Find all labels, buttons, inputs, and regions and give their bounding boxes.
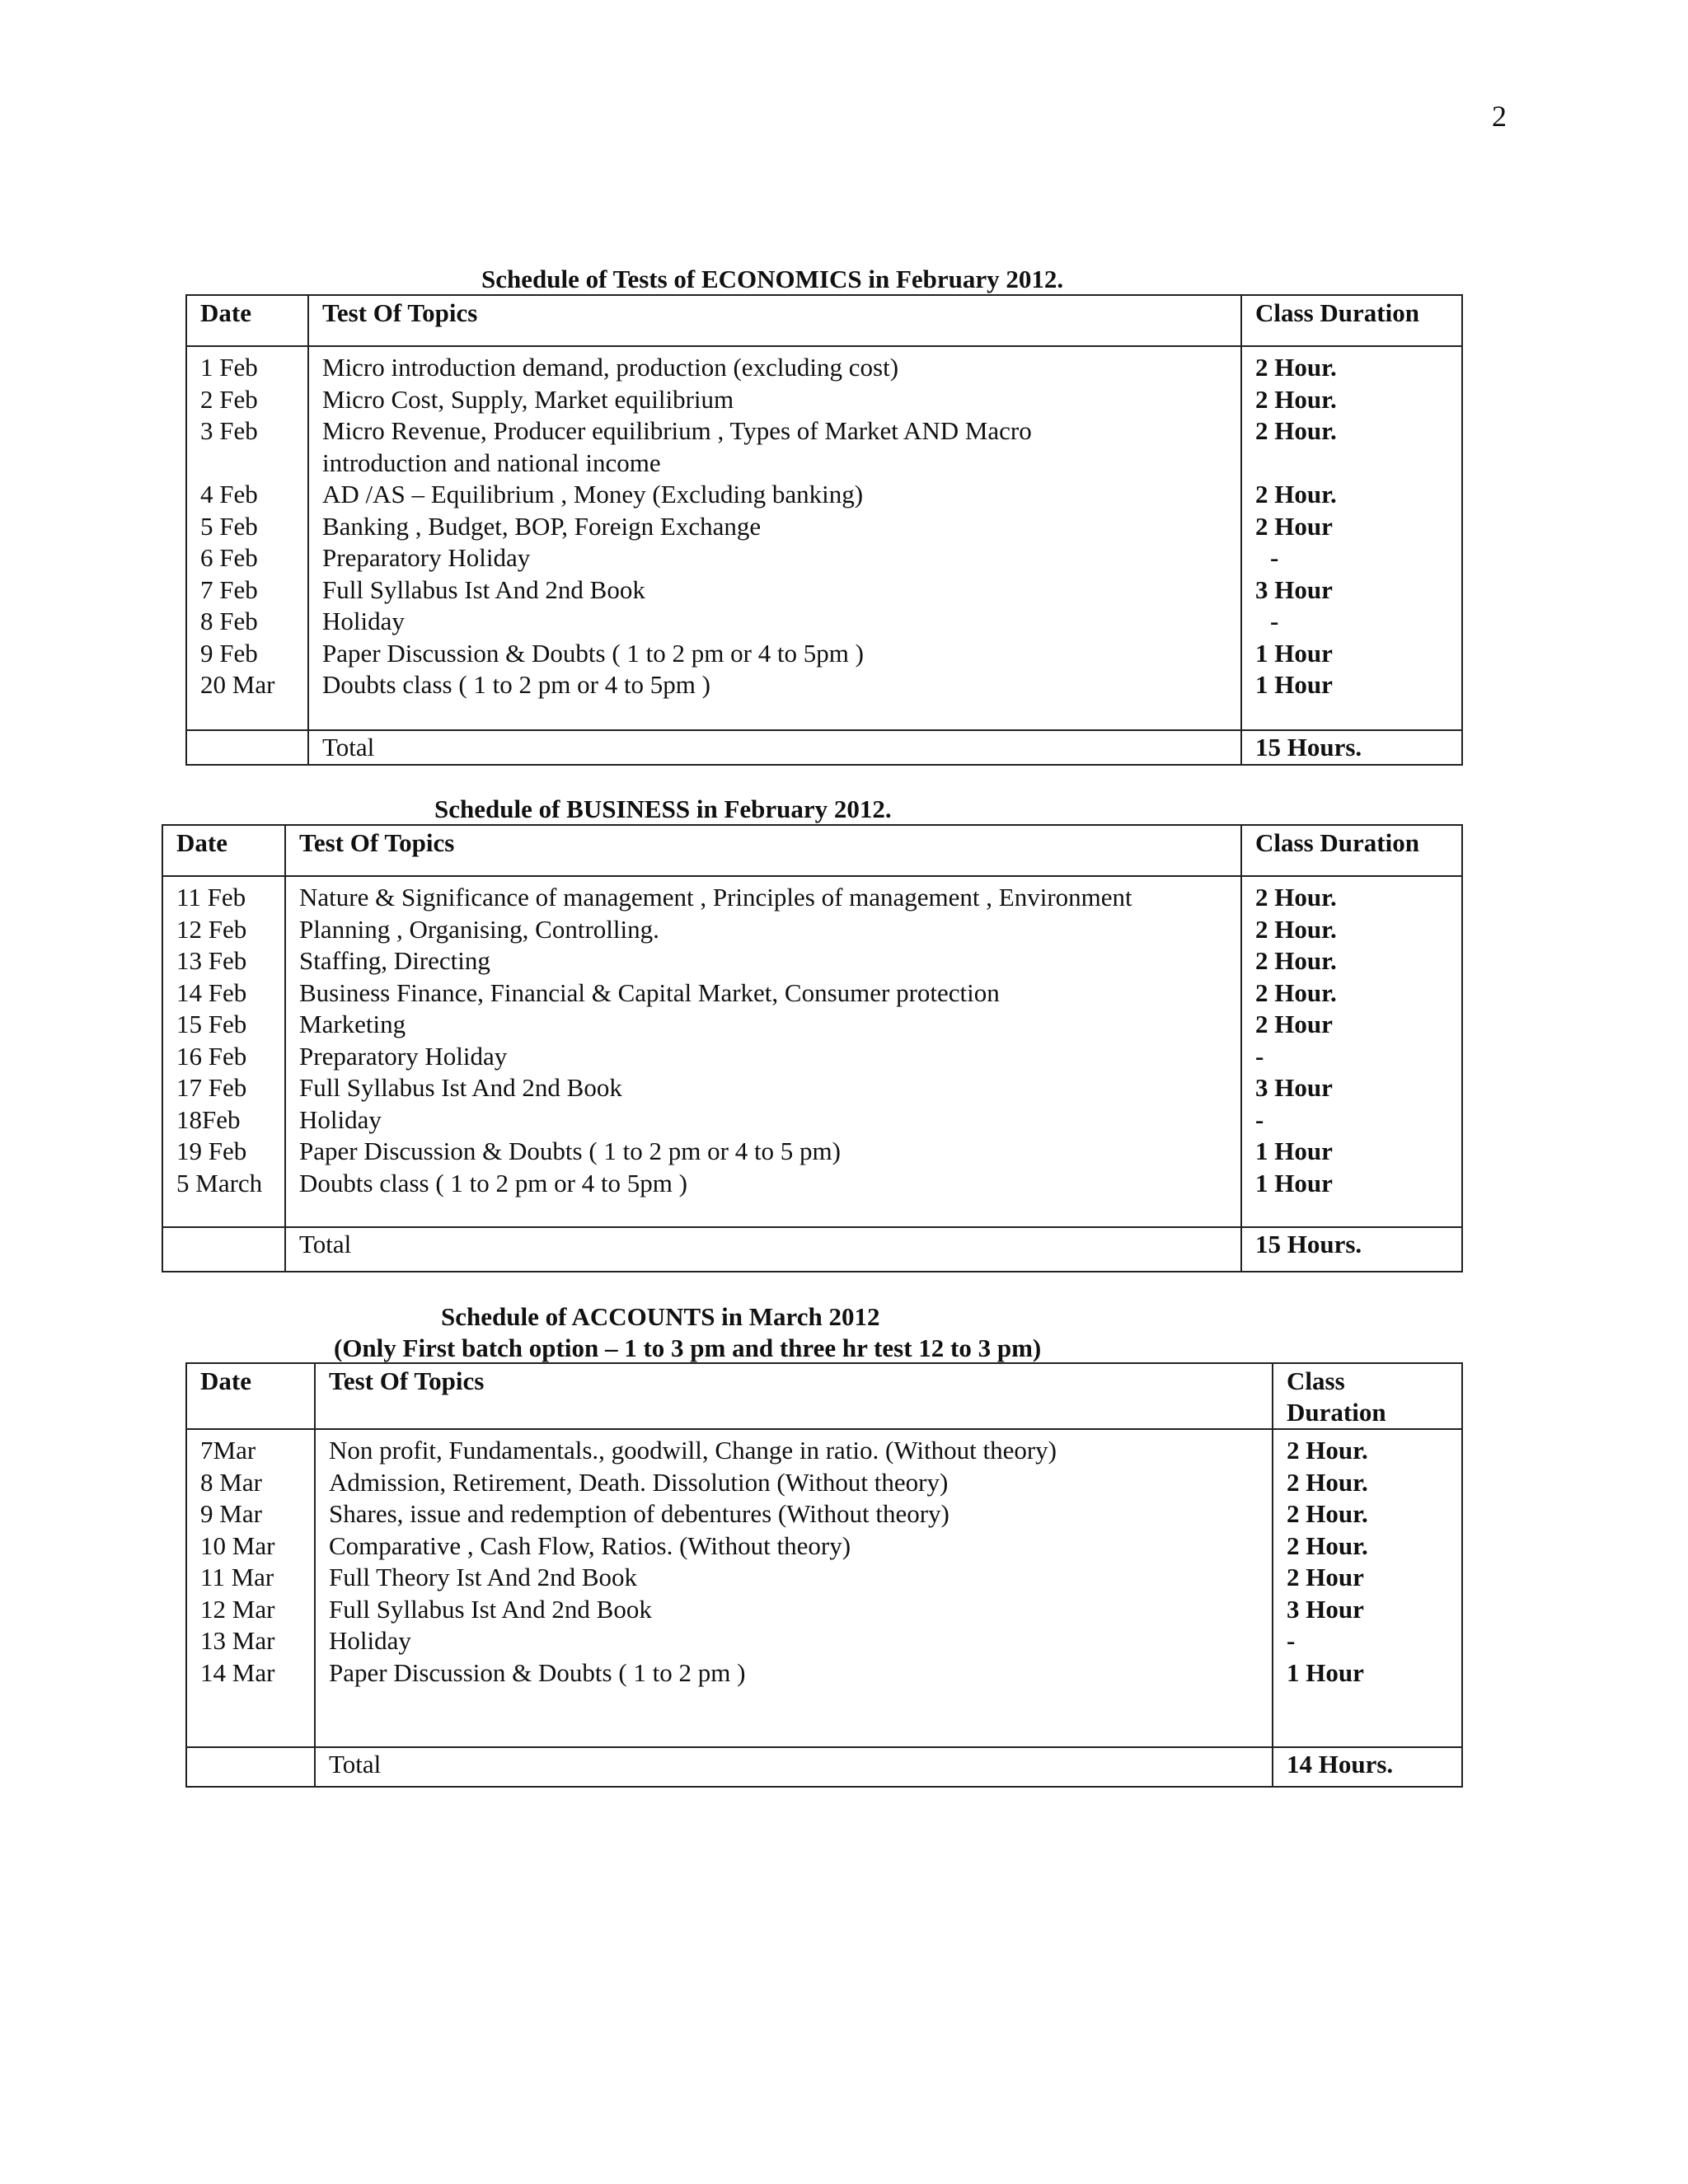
topic-cell: Doubts class ( 1 to 2 pm or 4 to 5pm ) — [299, 1168, 687, 1197]
topic-cell: Business Finance, Financial & Capital Market, Consumer protection — [299, 977, 1000, 1007]
body-row — [186, 346, 1462, 730]
date-cell: 17 Feb — [176, 1073, 247, 1102]
topic-cell: Full Theory Ist And 2nd Book — [329, 1563, 638, 1591]
total-value: 15 Hours. — [1241, 730, 1462, 765]
spacer — [200, 448, 294, 480]
topic-cell: Paper Discussion & Doubts ( 1 to 2 pm or 4 to 5 pm) — [299, 1137, 841, 1165]
total-label: Total — [315, 1747, 1273, 1787]
topics-column — [308, 346, 1241, 730]
header-row — [162, 825, 1462, 876]
duration-column — [1273, 1429, 1462, 1747]
duration-cell: 1 Hour — [1255, 670, 1333, 699]
total-date-cell — [162, 1227, 285, 1272]
duration-cell: 3 Hour — [1255, 1073, 1333, 1102]
date-cell: 3 Feb — [200, 416, 258, 445]
date-cell: 4 Feb — [200, 480, 258, 509]
topic-cell: Full Syllabus Ist And 2nd Book — [322, 574, 645, 604]
topic-cell: Full Syllabus Ist And 2nd Book — [329, 1594, 652, 1624]
topic-cell: Staffing, Directing — [299, 946, 490, 975]
duration-cell: - — [1255, 1104, 1264, 1134]
business-table — [162, 824, 1463, 1272]
economics-title: Schedule of Tests of ECONOMICS in February 2012. — [481, 265, 1064, 293]
topics-header: Test Of Topics — [285, 825, 1241, 876]
topic-cell: Doubts class ( 1 to 2 pm or 4 to 5pm ) — [322, 670, 710, 699]
topic-cell: Full Syllabus Ist And 2nd Book — [299, 1073, 622, 1102]
total-date-cell — [186, 1747, 315, 1787]
duration-cell: 2 Hour — [1255, 1010, 1333, 1038]
date-cell: 19 Feb — [176, 1137, 247, 1165]
duration-cell: - — [1255, 1041, 1264, 1071]
date-cell: 14 Mar — [200, 1657, 275, 1687]
date-header: Date — [162, 825, 285, 876]
total-row — [162, 1227, 1462, 1272]
date-cell: 11 Feb — [176, 883, 246, 912]
duration-cell: 3 Hour — [1287, 1594, 1364, 1624]
topics-header: Test Of Topics — [315, 1363, 1273, 1429]
date-column — [162, 876, 285, 1227]
topic-cell: Comparative , Cash Flow, Ratios. (Without theory) — [329, 1530, 851, 1560]
date-cell: 11 Mar — [200, 1563, 274, 1591]
date-cell: 13 Mar — [200, 1626, 275, 1655]
date-cell: 7Mar — [200, 1436, 256, 1465]
duration-cell: 2 Hour. — [1255, 946, 1337, 975]
duration-cell: 1 Hour — [1255, 1137, 1333, 1165]
duration-header: Class Duration — [1241, 295, 1462, 346]
date-cell: 5 March — [176, 1168, 263, 1197]
total-value: 15 Hours. — [1241, 1227, 1462, 1272]
duration-header: Class Duration — [1273, 1363, 1462, 1429]
duration-cell: - — [1270, 543, 1279, 572]
date-cell: 5 Feb — [200, 511, 258, 541]
duration-cell: 1 Hour — [1255, 1168, 1333, 1197]
topic-cell: Marketing — [299, 1010, 406, 1038]
duration-cell: 2 Hour. — [1255, 416, 1337, 445]
duration-column — [1241, 346, 1462, 730]
date-cell: 9 Feb — [200, 638, 258, 668]
duration-cell: - — [1287, 1626, 1296, 1655]
date-cell: 6 Feb — [200, 543, 258, 572]
topics-column — [315, 1429, 1273, 1747]
topic-cell: Admission, Retirement, Death. Dissolution (Without theory) — [329, 1467, 949, 1497]
header-row — [186, 295, 1462, 346]
duration-cell: 2 Hour — [1287, 1563, 1364, 1591]
total-value: 14 Hours. — [1273, 1747, 1462, 1787]
duration-cell: 2 Hour. — [1287, 1499, 1368, 1528]
duration-cell: 2 Hour. — [1255, 480, 1337, 509]
topic-cell: Shares, issue and redemption of debentures (Without theory) — [329, 1499, 950, 1528]
date-header: Date — [186, 295, 308, 346]
duration-cell: 2 Hour. — [1255, 353, 1337, 382]
topic-cell: Preparatory Holiday — [322, 543, 531, 572]
duration-cell: 3 Hour — [1255, 574, 1333, 604]
date-cell: 12 Feb — [176, 914, 247, 944]
duration-column — [1241, 876, 1462, 1227]
total-row — [186, 730, 1462, 765]
total-row — [186, 1747, 1462, 1787]
duration-cell: 2 Hour. — [1255, 384, 1337, 414]
topic-cell: Micro Revenue, Producer equilibrium , Types of Market AND Macro introduction and national income — [322, 416, 1032, 477]
header-row — [186, 1363, 1462, 1429]
page-number: 2 — [1492, 100, 1507, 133]
duration-cell: 2 Hour. — [1287, 1467, 1368, 1497]
total-label: Total — [285, 1227, 1241, 1272]
economics-table — [185, 294, 1463, 766]
date-cell: 20 Mar — [200, 670, 275, 699]
topic-cell: Nature & Significance of management , Principles of management , Environment — [299, 883, 1132, 912]
topics-column — [285, 876, 1241, 1227]
date-column — [186, 1429, 315, 1747]
topic-cell: Holiday — [299, 1104, 382, 1134]
date-cell: 8 Feb — [200, 607, 258, 635]
duration-cell: 2 Hour. — [1287, 1436, 1368, 1465]
total-label: Total — [308, 730, 1241, 765]
topic-cell: Paper Discussion & Doubts ( 1 to 2 pm or 4 to 5pm ) — [322, 638, 864, 668]
date-cell: 1 Feb — [200, 353, 258, 382]
date-cell: 13 Feb — [176, 946, 247, 975]
duration-cell: 2 Hour. — [1287, 1530, 1368, 1560]
duration-cell: 2 Hour. — [1255, 977, 1337, 1007]
accounts-title: Schedule of ACCOUNTS in March 2012 — [441, 1302, 880, 1331]
duration-cell: - — [1270, 607, 1279, 635]
topic-cell: Banking , Budget, BOP, Foreign Exchange — [322, 511, 762, 541]
accounts-table — [185, 1362, 1463, 1788]
duration-cell: 2 Hour. — [1255, 914, 1337, 944]
accounts-subtitle: (Only First batch option – 1 to 3 pm and three hr test 12 to 3 pm) — [334, 1333, 1042, 1362]
duration-cell: 1 Hour — [1255, 638, 1333, 668]
date-cell: 9 Mar — [200, 1499, 262, 1528]
topic-cell: Micro Cost, Supply, Market equilibrium — [322, 384, 734, 414]
total-date-cell — [186, 730, 308, 765]
topic-cell: Non profit, Fundamentals., goodwill, Change in ratio. (Without theory) — [329, 1436, 1057, 1465]
topic-cell: Planning , Organising, Controlling. — [299, 914, 659, 944]
business-title: Schedule of BUSINESS in February 2012. — [434, 794, 892, 823]
body-row — [162, 876, 1462, 1227]
date-cell: 2 Feb — [200, 384, 258, 414]
topic-cell: Paper Discussion & Doubts ( 1 to 2 pm ) — [329, 1657, 746, 1687]
body-row — [186, 1429, 1462, 1747]
date-cell: 18Feb — [176, 1104, 241, 1134]
duration-cell: 1 Hour — [1287, 1657, 1364, 1687]
date-cell: 7 Feb — [200, 574, 258, 604]
topic-cell: Preparatory Holiday — [299, 1041, 508, 1071]
duration-cell: 2 Hour — [1255, 511, 1333, 541]
topic-cell: Micro introduction demand, production (excluding cost) — [322, 353, 899, 382]
topics-header: Test Of Topics — [308, 295, 1241, 346]
topic-cell: Holiday — [329, 1626, 411, 1655]
date-cell: 8 Mar — [200, 1467, 262, 1497]
date-cell: 12 Mar — [200, 1594, 275, 1624]
date-cell: 14 Feb — [176, 977, 247, 1007]
duration-header: Class Duration — [1241, 825, 1462, 876]
date-column — [186, 346, 308, 730]
spacer — [1255, 448, 1448, 480]
date-cell: 16 Feb — [176, 1041, 247, 1071]
topic-cell: Holiday — [322, 607, 405, 635]
date-cell: 10 Mar — [200, 1530, 275, 1560]
date-cell: 15 Feb — [176, 1010, 247, 1038]
topic-cell: AD /AS – Equilibrium , Money (Excluding banking) — [322, 480, 864, 509]
date-header: Date — [186, 1363, 315, 1429]
duration-cell: 2 Hour. — [1255, 883, 1337, 912]
